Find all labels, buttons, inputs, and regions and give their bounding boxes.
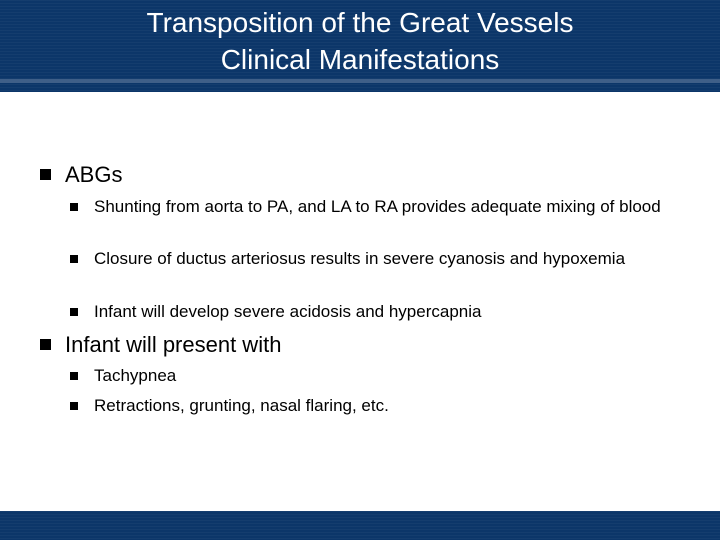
square-bullet-icon [70,372,78,380]
sub-bullet-text: Infant will develop severe acidosis and hypercapnia [94,302,482,321]
sub-bullet-text: Retractions, grunting, nasal flaring, etc. [94,396,389,415]
sub-bullet-text: Tachypnea [94,366,177,385]
sub-bullet-acidosis [70,300,690,324]
sub-bullet-ductus [70,247,690,271]
bullet-text: Infant will present with [65,332,282,357]
sub-bullet-tachypnea [70,364,690,388]
square-bullet-icon [40,339,51,350]
square-bullet-icon [70,203,78,211]
square-bullet-icon [40,169,51,180]
title-line-2: Clinical Manifestations [220,44,500,75]
square-bullet-icon [70,402,78,410]
slide-title [0,4,720,78]
square-bullet-icon [70,255,78,263]
bullet-abgs [40,162,122,188]
sub-bullet-text: Shunting from aorta to PA, and LA to RA provides adequate mixing of blood [94,197,661,216]
sub-bullet-retractions [70,394,690,418]
sub-bullet-shunting [70,195,690,219]
title-line-1: Transposition of the Great Vessels [146,7,574,38]
bullet-text: ABGs [65,162,123,187]
square-bullet-icon [70,308,78,316]
bullet-present-with [40,332,281,358]
sub-bullet-text: Closure of ductus arteriosus results in severe cyanosis and hypoxemia [94,249,626,268]
title-bar-rule [0,79,720,83]
footer-bar [0,511,720,540]
